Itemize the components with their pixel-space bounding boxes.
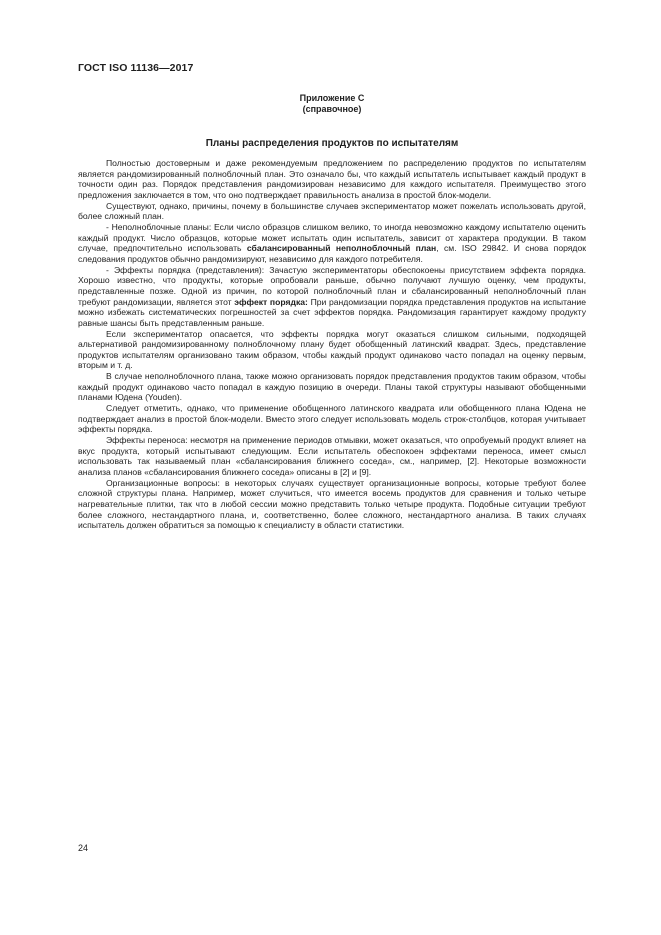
- paragraph: Полностью достоверным и даже рекомендуемым предложением по распределению продуктов по испытателям является рандомизированный полноблочный план. Это означало бы, что каждый испытатель испытывает каждый продукт в точности один раз. Порядок представления рандомизирован независимо для каждого испытателя. Преимущество этого предложения заключается в том, что оно подтверждает правильность анализа в простой блок-модели.: [78, 158, 586, 200]
- standard-header: ГОСТ ISO 11136—2017: [78, 62, 194, 74]
- annex-type: (справочное): [302, 104, 362, 114]
- paragraph: - Неполноблочные планы: Если число образцов слишком велико, то иногда невозможно каждому испытателю оценить каждый продукт. Число образцов, которые может испытать один испытатель, зависит от характера продукции. В таком случае, предпочтительно использовать сбалансированный неполноблочный план, см. ISO 29842. И снова порядок следования продуктов обычно рандомизируют, независимо для каждого потребителя.: [78, 221, 586, 264]
- paragraph: Если экспериментатор опасается, что эффекты порядка могут оказаться слишком сильными, подходящей альтернативой рандомизированному полноблочному плану будет обобщенный латинский квадрат. Здесь, представление продуктов испытателям организовано таким образом, чтобы каждый продукт одинаково часто попадал на оценку первым, вторым и т. д.: [78, 328, 586, 371]
- paragraph: Эффекты переноса: несмотря на применение периодов отмывки, может оказаться, что опробуемый продукт влияет на вкус продукта, который испытывают следующим. Если испытатель обеспокоен эффектами переноса, имеет смысл использовать так называемый план «сбалансирования ближнего соседа», см., например, [2]. Некоторые возможности анализа планов «сбалансирования ближнего соседа» описаны в [2] и [9].: [78, 435, 586, 478]
- paragraph: В случае неполноблочного плана, также можно организовать порядок представления продуктов таким образом, чтобы каждый продукт одинаково часто попадал в каждую позицию в очереди. Планы такой структуры называют обобщенными планами Юдена (Youden).: [78, 371, 586, 403]
- section-title: Планы распределения продуктов по испытателям: [205, 138, 459, 149]
- annex-heading: [78, 93, 586, 115]
- body-text: [78, 158, 586, 531]
- paragraph: Существуют, однако, причины, почему в большинстве случаев экспериментатор может пожелать использовать другой, более сложный план.: [78, 200, 586, 222]
- paragraph: Следует отметить, однако, что применение обобщенного латинского квадрата или обобщенного плана Юдена не подтверждает анализ в простой блок-модели. Вместо этого следует использовать модель строк-столбцов, которая учитывает эффекты порядка.: [78, 403, 586, 435]
- paragraph: Организационные вопросы: в некоторых случаях существует организационные вопросы, которые требуют более сложной структуры плана. Например, может случиться, что имеется восемь продуктов для сравнения и только четыре нагревательные плитки, так что в любой сессии можно представить только четыре продукта. Подобные ситуации требуют более сложного, нестандартного плана, и, соответственно, более сложного, нестандартного анализа. В таких случаях испытатель должен обратиться за помощью к специалисту в области статистики.: [78, 477, 586, 531]
- page-number: 24: [78, 843, 89, 853]
- paragraph: - Эффекты порядка (представления): Зачастую экспериментаторы обеспокоены присутствием эффекта порядка. Хорошо известно, что продукты, которые опробовали раньше, обычно получают лучшую оценку, чем продукты, представленные позже. Одной из причин, по которой полноблочный план и сбалансированный неполноблочный план требуют рандомизации, является этот эффект порядка: При рандомизации порядка представления продуктов на испытание можно избежать систематических погрешностей за счет эффектов порядка. Рандомизация гарантирует каждому продукту равные шансы быть представленным раньше.: [78, 264, 586, 328]
- annex-label: Приложение С: [299, 93, 365, 103]
